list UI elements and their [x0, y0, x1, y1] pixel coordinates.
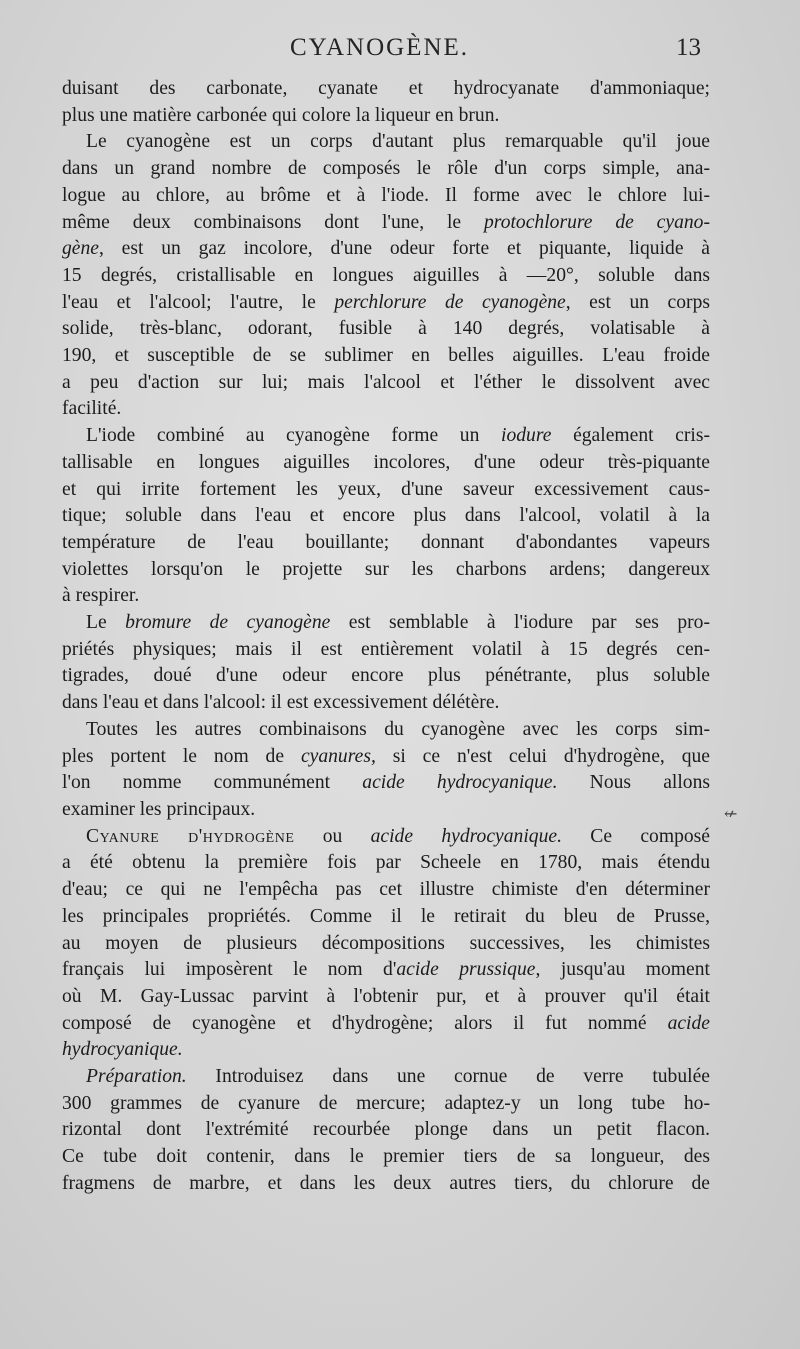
paragraph-2 [62, 129, 710, 423]
text-run: ou [294, 825, 371, 847]
text-line: violettes lorsqu'on le projette sur les charbons ardens; dangereux [62, 558, 710, 580]
text-line: rizontal dont l'extrémité recourbée plonge dans un petit flacon. [62, 1119, 710, 1141]
italic-term: acide [667, 1012, 710, 1034]
text-run: également cris- [551, 425, 710, 447]
italic-term: acide hydrocyanique. [362, 772, 558, 794]
text-run: l'eau et l'alcool; l'autre, le [62, 291, 335, 313]
body-text [62, 76, 710, 1198]
text-line [62, 1064, 710, 1091]
running-title: CYANOGÈNE. [290, 34, 470, 61]
text-run: est semblable à l'iodure par ses pro- [330, 612, 710, 634]
text-run: composé de cyanogène et d'hydrogène; alors il fut nommé [62, 1012, 668, 1034]
text-line: duisant des carbonate, cyanate et hydrocyanate d'ammoniaque; [62, 78, 710, 99]
italic-term: acide prussique [396, 959, 536, 981]
text-line [62, 824, 710, 851]
text-run: ples portent le nom de [62, 745, 301, 767]
text-line: 190, et susceptible de se sublimer en belles aiguilles. L'eau froide [62, 345, 710, 367]
italic-term: perchlorure de cyanogène [334, 291, 566, 313]
text-run: Le [86, 612, 126, 634]
section-heading: Cyanure d'hydrogène [86, 825, 295, 847]
paragraph-7 [62, 1064, 710, 1198]
text-line: température de l'eau bouillante; donnant d'abondantes vapeurs [62, 531, 710, 553]
text-line: solide, très-blanc, odorant, fusible à 140 degrés, volatisable à [62, 318, 710, 340]
text-run: français lui imposèrent le nom d' [62, 959, 397, 981]
text-line [62, 770, 710, 797]
paragraph-6 [62, 824, 710, 1064]
text-run: même deux combinaisons dont l'une, le [62, 211, 484, 233]
text-line: où M. Gay-Lussac parvint à l'obtenir pur, et à prouver qu'il était [62, 985, 710, 1007]
text-line: Le cyanogène est un corps d'autant plus remarquable qu'il joue [86, 131, 710, 153]
text-line: 300 grammes de cyanure de mercure; adaptez-y un long tube ho- [62, 1092, 710, 1114]
text-line [62, 744, 710, 771]
text-run: l'on nomme communément [62, 772, 363, 794]
text-line: fragmens de marbre, et dans les deux autres tiers, du chlorure de [62, 1172, 710, 1194]
paragraph-4 [62, 610, 710, 717]
italic-heading: Préparation. [86, 1066, 187, 1088]
text-line: au moyen de plusieurs décompositions successives, les chimistes [62, 932, 710, 954]
text-line: dans l'eau et dans l'alcool: il est excessivement délétère. [62, 692, 500, 714]
text-line: tique; soluble dans l'eau et encore plus dans l'alcool, volatil à la [62, 505, 710, 527]
text-line: les principales propriétés. Comme il le retirait du bleu de Prusse, [62, 905, 710, 927]
text-line [62, 1011, 710, 1038]
italic-term: iodure [501, 425, 552, 447]
text-line: Ce tube doit contenir, dans le premier tiers de sa longueur, des [62, 1146, 710, 1168]
text-line: dans un grand nombre de composés le rôle d'un corps simple, ana- [62, 158, 710, 180]
text-line: tallisable en longues aiguilles incolores, d'une odeur très-piquante [62, 451, 710, 473]
paragraph-3 [62, 423, 710, 610]
text-run: si ce n'est celui d'hydrogène, que [375, 745, 710, 767]
text-line: logue au chlore, au brôme et à l'iode. Il forme avec le chlore lui- [62, 184, 710, 206]
italic-term: cyanures, [300, 745, 376, 767]
text-run: Nous allons [557, 772, 711, 794]
italic-term: bromure de cyanogène [125, 612, 331, 634]
text-line: examiner les principaux. [62, 798, 256, 820]
text-line [62, 423, 710, 450]
paragraph-5 [62, 717, 710, 824]
text-line [62, 290, 710, 317]
text-run: , est un gaz incolore, d'une odeur forte et piquante, liquide à [99, 238, 710, 260]
text-line: facilité. [62, 398, 122, 420]
text-line: a été obtenu la première fois par Scheele en 1780, mais étendu [62, 852, 710, 874]
margin-mark: ↚ [724, 804, 738, 823]
text-line [62, 1037, 710, 1064]
text-line [62, 236, 710, 263]
text-line: Toutes les autres combinaisons du cyanogène avec les corps sim- [86, 718, 710, 740]
text-line: et qui irrite fortement les yeux, d'une saveur excessivement caus- [62, 478, 710, 500]
italic-term: gène [62, 238, 99, 260]
italic-term: protochlorure de cyano- [484, 211, 710, 233]
text-line: plus une matière carbonée qui colore la liqueur en brun. [62, 104, 500, 126]
text-run: Ce composé [561, 825, 710, 847]
italic-term: hydrocyanique. [62, 1039, 183, 1061]
text-line: priétés physiques; mais il est entièrement volatil à 15 degrés cen- [62, 638, 710, 660]
text-run: , jusqu'au moment [535, 959, 710, 981]
text-line: à respirer. [62, 585, 140, 607]
page-number: 13 [676, 34, 701, 61]
text-line: 15 degrés, cristallisable en longues aiguilles à —20°, soluble dans [62, 264, 710, 286]
text-line: tigrades, doué d'une odeur encore plus pénétrante, plus soluble [62, 665, 710, 687]
text-line: a peu d'action sur lui; mais l'alcool et l'éther le dissolvent avec [62, 371, 710, 393]
text-line [62, 210, 710, 237]
text-run: Introduisez dans une cornue de verre tubulée [186, 1066, 710, 1088]
text-run: , est un corps [565, 291, 710, 313]
text-line: d'eau; ce qui ne l'empêcha pas cet illustre chimiste d'en déterminer [62, 879, 710, 901]
page-header [0, 34, 800, 74]
text-line [62, 957, 710, 984]
italic-term: acide hydrocyanique. [370, 825, 562, 847]
text-line [62, 610, 710, 637]
text-run: L'iode combiné au cyanogène forme un [86, 425, 502, 447]
paragraph-1 [62, 76, 710, 129]
